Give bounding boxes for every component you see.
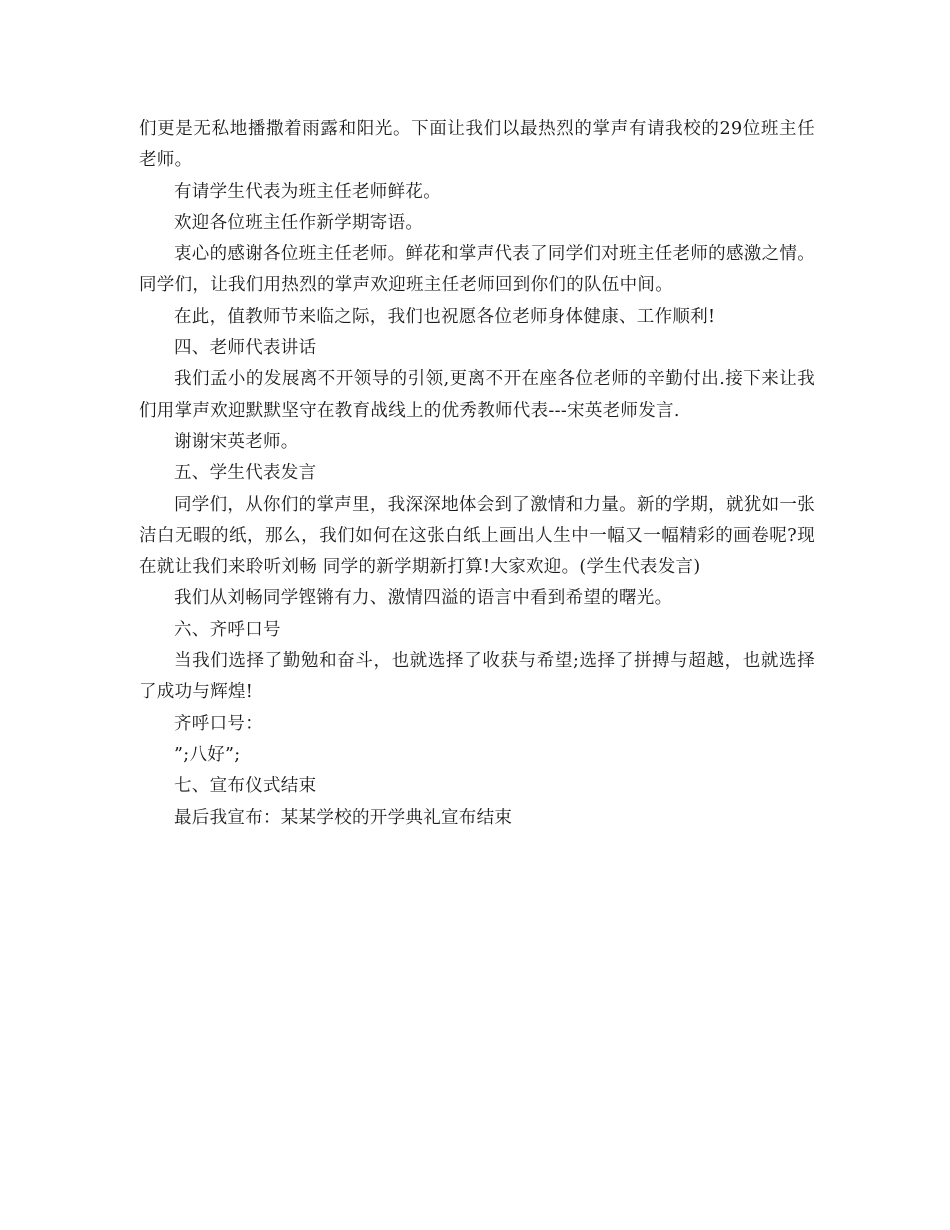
paragraph-teacher-message: 欢迎各位班主任作新学期寄语。 — [174, 212, 424, 233]
paragraph-closing-announcement: 最后我宣布：某某学校的开学典礼宣布结束 — [174, 807, 513, 828]
paragraph-slogan-text: ”;八好”; — [174, 744, 241, 765]
section-heading-teacher-speech: 四、老师代表讲话 — [174, 338, 317, 359]
section-heading-slogan: 六、齐呼口号 — [174, 619, 281, 640]
paragraph-thanks-song-ying: 谢谢宋英老师。 — [174, 431, 299, 452]
section-heading-student-speech: 五、学生代表发言 — [174, 463, 317, 484]
paragraph-slogan-label: 齐呼口号： — [174, 713, 263, 734]
paragraph-teachers-day-wish: 在此，值教师节来临之际，我们也祝愿各位老师身体健康、工作顺利! — [174, 306, 716, 327]
paragraph-slogan-intro: 当我们选择了勤勉和奋斗，也就选择了收获与希望;选择了拼搏与超越，也就选择了成功与辉煌! — [139, 651, 815, 703]
document-body — [139, 114, 815, 834]
paragraph-present-flowers: 有请学生代表为班主任老师鲜花。 — [174, 181, 441, 202]
paragraph-student-speech-intro: 同学们，从你们的掌声里，我深深地体会到了激情和力量。新的学期，就犹如一张洁白无暇的纸，那么，我们如何在这张白纸上画出人生中一幅又一幅精彩的画卷呢?现在就让我们来聆听刘畅 同学的新学期新打算!大家欢迎。(学生代表发言) — [139, 494, 815, 578]
paragraph-student-speech-response: 我们从刘畅同学铿锵有力、激情四溢的语言中看到希望的曙光。 — [174, 588, 673, 609]
paragraph-teacher-speech-intro: 我们孟小的发展离不开领导的引领,更离不开在座各位老师的辛勤付出.接下来让我们用掌声欢迎默默坚守在教育战线上的优秀教师代表---宋英老师发言. — [139, 369, 815, 421]
paragraph-continuation: 们更是无私地播撒着雨露和阳光。下面让我们以最热烈的掌声有请我校的29位班主任老师。 — [139, 119, 815, 171]
paragraph-thanks-teachers: 衷心的感谢各位班主任老师。鲜花和掌声代表了同学们对班主任老师的感激之情。同学们，让我们用热烈的掌声欢迎班主任老师回到你们的队伍中间。 — [139, 244, 815, 296]
section-heading-closing: 七、宣布仪式结束 — [174, 776, 317, 797]
